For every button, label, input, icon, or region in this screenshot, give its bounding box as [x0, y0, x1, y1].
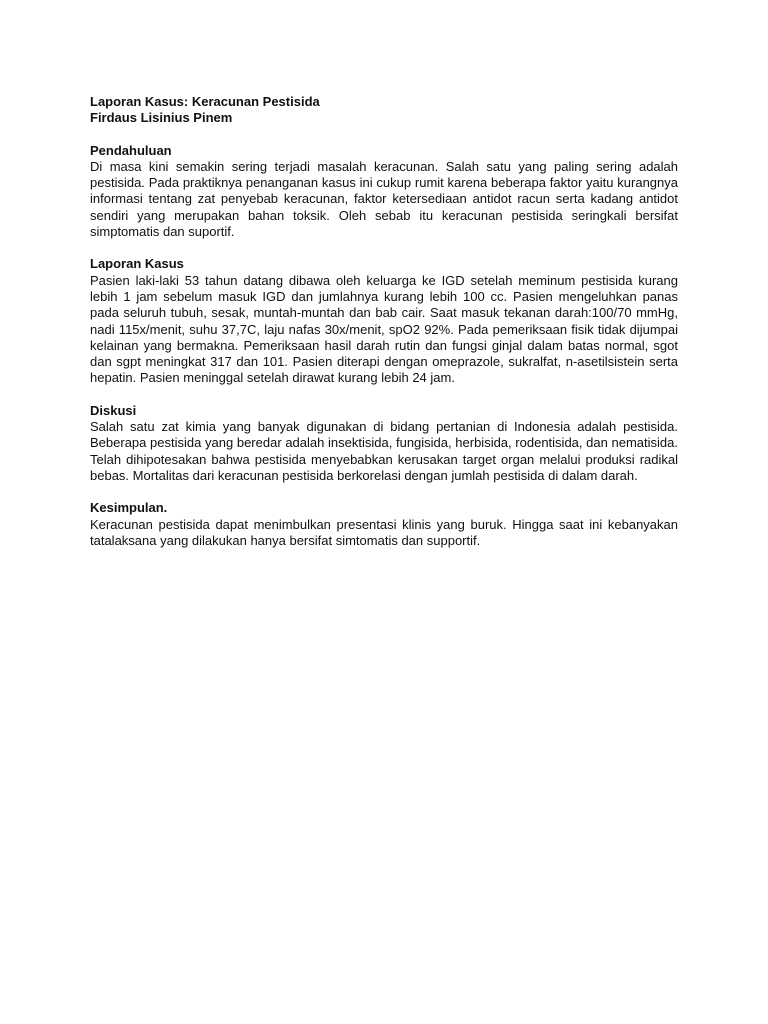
section-body: Keracunan pestisida dapat menimbulkan presentasi klinis yang buruk. Hingga saat ini kebanyakan tatalaksana yang dilakukan hanya bersifat simtomatis dan supportif. [90, 516, 678, 548]
document-page [90, 94, 678, 549]
section-body: Pasien laki-laki 53 tahun datang dibawa oleh keluarga ke IGD setelah meminum pestisida kurang lebih 1 jam sebelum masuk IGD dan jumlahnya kurang lebih 100 cc. Pasien mengeluhkan panas pada seluruh tubuh, sesak, muntah-muntah dan bab cair. Saat masuk tekanan darah:100/70 mmHg, nadi 115x/menit, suhu 37,7C, laju nafas 30x/menit, spO2 92%. Pada pemeriksaan fisik tidak dijumpai kelainan yang bermakna. Pemeriksaan hasil darah rutin dan fungsi ginjal dalam batas normal, sgot dan sgpt meningkat 317 dan 101. Pasien diterapi dengan omeprazole, sukralfat, n-asetilsistein serta hepatin. Pasien meninggal setelah dirawat kurang lebih 24 jam. [90, 272, 678, 386]
section-laporan-kasus [90, 256, 678, 386]
section-heading: Diskusi [90, 402, 137, 418]
section-body: Salah satu zat kimia yang banyak digunakan di bidang pertanian di Indonesia adalah pestisida. Beberapa pestisida yang beredar adalah insektisida, fungisida, herbisida, rodentisida, dan nematisida. Telah dihipotesakan bahwa pestisida menyebabkan kerusakan target organ melalui produksi radikal bebas. Mortalitas dari keracunan pestisida berkorelasi dengan jumlah pestisida di dalam darah. [90, 419, 678, 483]
section-heading: Kesimpulan. [90, 500, 168, 516]
section-pendahuluan [90, 143, 678, 241]
section-body: Di masa kini semakin sering terjadi masalah keracunan. Salah satu yang paling sering adalah pestisida. Pada praktiknya penanganan kasus ini cukup rumit karena beberapa faktor yaitu kurangnya informasi tentang zat penyebab keracunan, faktor ketersediaan antidot racun serta kadang antidot sendiri yang merupakan bahan toksik. Oleh sebab itu keracunan pestisida seringkali bersifat simptomatis dan suportif. [90, 158, 678, 240]
section-heading: Pendahuluan [90, 142, 172, 158]
section-diskusi [90, 403, 678, 484]
document-title: Laporan Kasus: Keracunan Pestisida [90, 94, 320, 109]
section-heading: Laporan Kasus [90, 256, 184, 272]
section-kesimpulan [90, 500, 678, 549]
document-author: Firdaus Lisinius Pinem [90, 110, 233, 126]
